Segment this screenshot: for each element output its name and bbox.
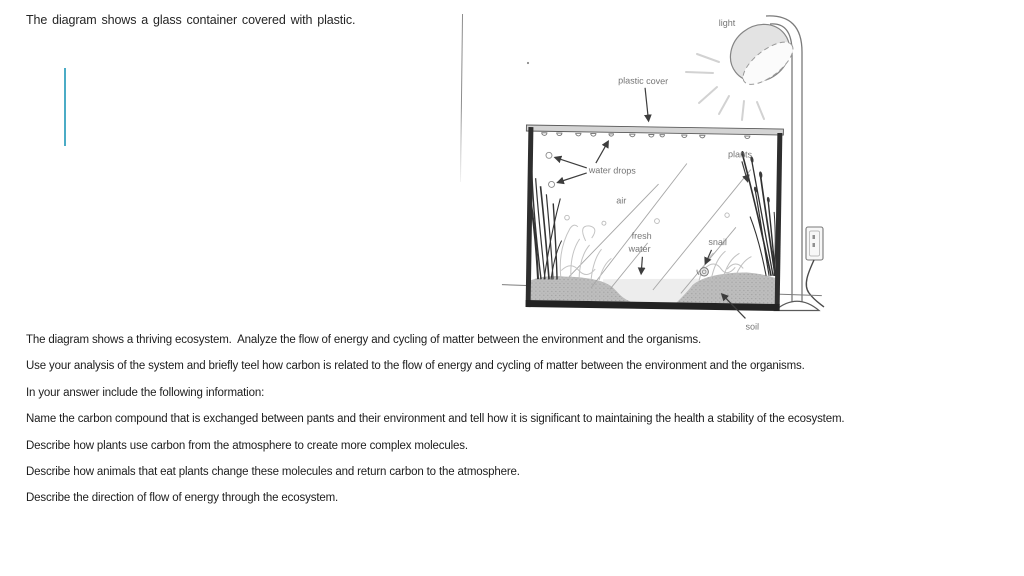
paragraph-5: Describe how plants use carbon from the atmosphere to create more complex molecules.: [26, 439, 468, 452]
outlet-slot: [813, 243, 816, 247]
label-air: air: [616, 195, 627, 206]
label-arrow: [645, 88, 650, 121]
outlet-slot: [813, 235, 816, 239]
paragraph-4: Name the carbon compound that is exchanged between pants and their environment and tell how it is significant to maintaining the health a stability of the ecosystem.: [26, 413, 845, 426]
paragraph-6: Describe how animals that eat plants change these molecules and return carbon to the atmosphere.: [26, 466, 520, 479]
question-text: [26, 327, 1006, 512]
label-fresh: fresh: [631, 230, 652, 241]
label-snail: snail: [708, 236, 727, 248]
water-drop: [548, 181, 554, 187]
lamp-base: [775, 301, 819, 310]
label-water: water: [628, 243, 651, 254]
scanned-figure: [501, 74, 825, 333]
label-water-drops: water drops: [588, 164, 636, 176]
label-light: light: [718, 18, 736, 28]
scan-speck: [527, 62, 529, 64]
power-cord: [806, 260, 824, 307]
top-caption: The diagram shows a glass container covered with plastic.: [26, 13, 356, 27]
paragraph-3: In your answer include the following information:: [26, 386, 265, 399]
label-plastic-cover: plastic cover: [618, 75, 669, 87]
paragraph-1: The diagram shows a thriving ecosystem. Analyze the flow of energy and cycling of matter between the environment and the organisms.: [26, 334, 702, 346]
water-drop: [546, 152, 552, 158]
label-soil: soil: [745, 321, 760, 332]
paragraph-7: Describe the direction of flow of energy through the ecosystem.: [26, 492, 339, 505]
ecosystem-diagram: [450, 0, 930, 340]
vertical-accent-line: [64, 68, 66, 146]
label-plants: plants: [727, 149, 753, 160]
paragraph-2: Use your analysis of the system and briefly teel how carbon is related to the flow of energy and cycling of matter between the environment and the organisms.: [26, 360, 805, 373]
